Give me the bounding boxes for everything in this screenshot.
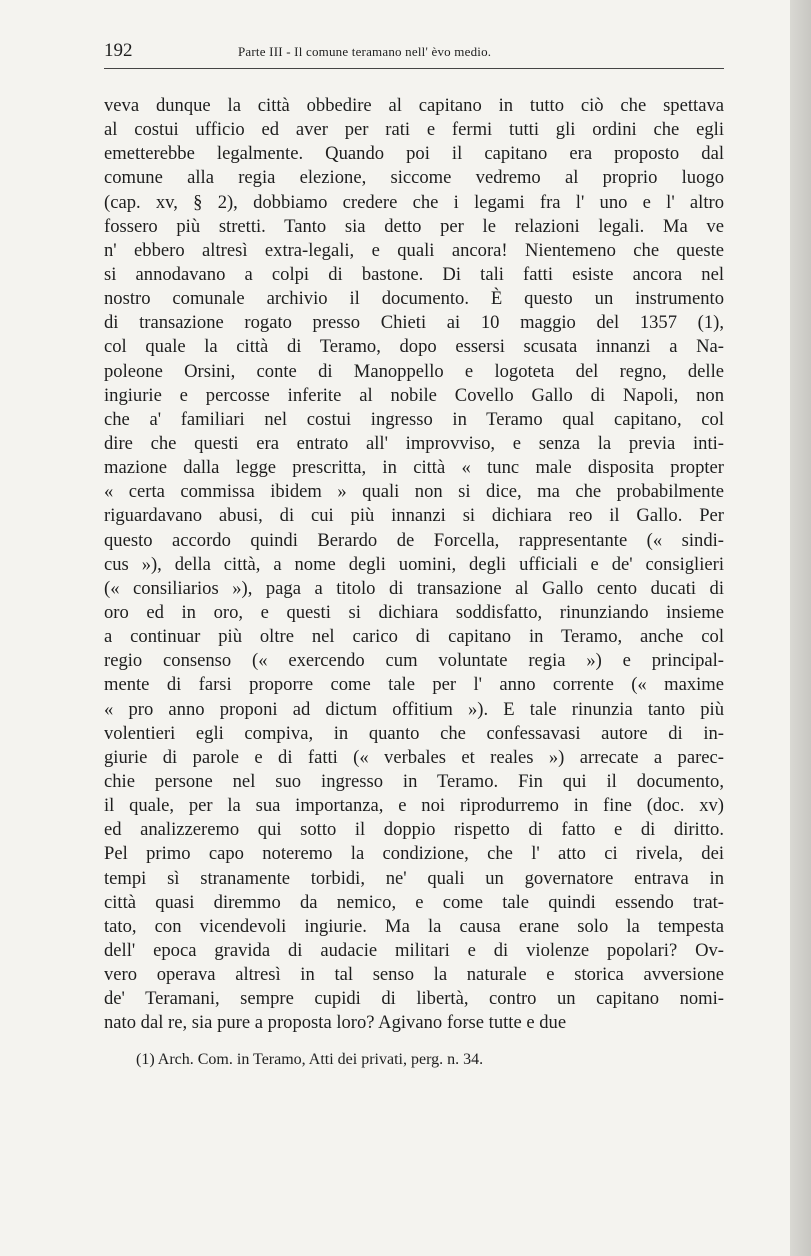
text-line: mente di farsi proporre come tale per l' anno corrente (« maxime (104, 674, 724, 696)
text-line: riguardavano abusi, di cui più innanzi si dichiara reo il Gallo. Per (104, 505, 724, 527)
text-line: tempi sì stranamente torbidi, ne' quali un governatore entrava in (104, 867, 724, 889)
text-line: tato, con vicendevoli ingiurie. Ma la causa erane solo la tempesta (104, 915, 724, 937)
text-line: dire che questi era entrato all' improvviso, e senza la previa inti- (104, 432, 724, 454)
text-line: oro ed in oro, e questi si dichiara soddisfatto, rinunziando insieme (104, 601, 724, 623)
text-line: « pro anno proponi ad dictum offitium »). E tale rinunzia tanto più (104, 698, 724, 720)
text-line: nostro comunale archivio il documento. È questo un instrumento (104, 288, 724, 310)
text-line: ingiurie e percosse inferite al nobile Covello Gallo di Napoli, non (104, 384, 724, 406)
text-line: n' ebbero altresì extra-legali, e quali ancora! Nientemeno che queste (104, 239, 724, 261)
text-line: dell' epoca gravida di audacie militari e di violenze popolari? Ov- (104, 939, 724, 961)
text-line: col quale la città di Teramo, dopo essersi scusata innanzi a Na- (104, 336, 724, 358)
text-line: ed analizzeremo qui sotto il doppio rispetto di fatto e di diritto. (104, 819, 724, 841)
text-line: cus »), della città, a nome degli uomini, degli ufficiali e de' consiglieri (104, 553, 724, 575)
text-line: fossero più stretti. Tanto sia detto per le relazioni legali. Ma ve (104, 215, 724, 237)
body-text (104, 94, 724, 1035)
text-line: città quasi diremmo da nemico, e come tale quindi essendo trat- (104, 891, 724, 913)
text-line: « certa commissa ibidem » quali non si dice, ma che probabilmente (104, 481, 724, 503)
text-line: il quale, per la sua importanza, e noi riprodurremo in fine (doc. xv) (104, 795, 724, 817)
text-line: si annodavano a colpi di bastone. Di tali fatti esiste ancora nel (104, 263, 724, 285)
text-line: nato dal re, sia pure a proposta loro? Agivano forse tutte e due (104, 1012, 567, 1034)
footnote: (1) Arch. Com. in Teramo, Atti dei privati, perg. n. 34. (136, 1051, 484, 1068)
header-rule (104, 68, 724, 69)
text-line: questo accordo quindi Berardo de Forcella, rappresentante (« sindi- (104, 529, 724, 551)
page-header (104, 36, 724, 64)
text-line: emetterebbe legalmente. Quando poi il capitano era proposto dal (104, 143, 724, 165)
page-edge-shadow (790, 0, 811, 1256)
text-line: Pel primo capo noteremo la condizione, che l' atto ci rivela, dei (104, 843, 724, 865)
text-line: volentieri egli compiva, in quanto che confessavasi autore di in- (104, 722, 724, 744)
text-line: veva dunque la città obbedire al capitano in tutto ciò che spettava (104, 95, 724, 116)
text-line: comune alla regia elezione, siccome vedremo al proprio luogo (104, 167, 724, 189)
text-line: (cap. xv, § 2), dobbiamo credere che i legami fra l' uno e l' altro (104, 191, 724, 213)
text-line: regio consenso (« exercendo cum voluntate regia ») e principal- (104, 650, 724, 672)
text-line: chie persone nel suo ingresso in Teramo. Fin qui il documento, (104, 770, 724, 792)
text-line: (« consiliarios »), paga a titolo di transazione al Gallo cento ducati di (104, 577, 724, 599)
text-line: mazione dalla legge prescritta, in città « tunc male disposita propter (104, 457, 724, 479)
running-head: Parte III - Il comune teramano nell' èvo medio. (238, 44, 492, 59)
text-line: che a' familiari nel costui ingresso in Teramo qual capitano, col (104, 408, 724, 430)
text-line: a continuar più oltre nel carico di capitano in Teramo, anche col (104, 626, 724, 648)
page-number: 192 (104, 40, 133, 61)
text-line: al costui ufficio ed aver per rati e fermi tutti gli ordini che egli (104, 119, 724, 141)
text-line: de' Teramani, sempre cupidi di libertà, contro un capitano nomi- (104, 988, 724, 1010)
text-line: giurie di parole e di fatti (« verbales et reales ») arrecate a parec- (104, 746, 724, 768)
text-line: di transazione rogato presso Chieti ai 10 maggio del 1357 (1), (104, 312, 724, 334)
text-line: vero operava altresì in tal senso la naturale e storica avversione (104, 964, 724, 986)
text-line: poleone Orsini, conte di Manoppello e logoteta del regno, delle (104, 360, 724, 382)
